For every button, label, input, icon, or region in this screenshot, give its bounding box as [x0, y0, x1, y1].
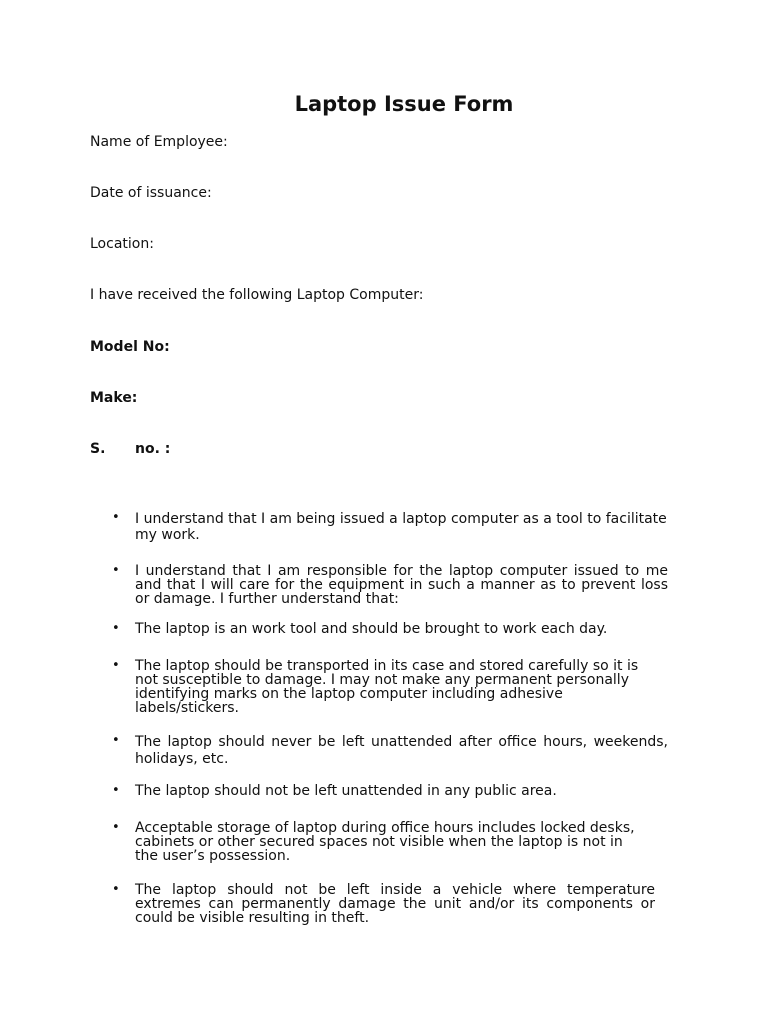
- bullet-icon: •: [112, 621, 120, 636]
- date-of-issuance-label: Date of issuance:: [90, 185, 212, 201]
- bullet-icon: •: [112, 510, 120, 525]
- term-text: Acceptable storage of laptop during office hours includes locked desks, cabinets or other secured spaces not visible when the laptop is not in the user’s possession.: [135, 820, 635, 864]
- serial-suffix: no. :: [135, 441, 171, 457]
- bullet-icon: •: [112, 733, 120, 748]
- form-title: Laptop Issue Form: [294, 92, 514, 116]
- serial-prefix: S.: [90, 441, 106, 457]
- location-label: Location:: [90, 236, 154, 252]
- bullet-icon: •: [112, 783, 120, 798]
- bullet-icon: •: [112, 820, 120, 835]
- bullet-icon: •: [112, 563, 120, 578]
- term-text: The laptop should be transported in its case and stored carefully so it is not susceptible to damage. I may not make any permanent personally identifying marks on the laptop computer including adhesive labels/stickers.: [135, 658, 639, 716]
- bullet-icon: •: [112, 882, 120, 897]
- received-statement: I have received the following Laptop Computer:: [90, 287, 424, 303]
- term-text: The laptop should never be left unattended after office hours, weekends, holidays, etc.: [135, 734, 668, 767]
- term-text: The laptop should not be left inside a vehicle where temperature extremes can permanently damage the unit and/or its components or could be visible resulting in theft.: [135, 882, 655, 926]
- term-text: I understand that I am responsible for the laptop computer issued to me and that I will care for the equipment in such a manner as to prevent loss or damage. I further understand that:: [135, 563, 668, 607]
- term-text: The laptop should not be left unattended in any public area.: [135, 783, 557, 799]
- serial-number-label: [90, 440, 171, 458]
- term-text: The laptop is an work tool and should be brought to work each day.: [135, 621, 608, 637]
- employee-name-label: Name of Employee:: [90, 134, 228, 150]
- model-number-label: Model No:: [90, 339, 170, 355]
- bullet-icon: •: [112, 658, 120, 673]
- term-text: I understand that I am being issued a laptop computer as a tool to facilitate my work.: [135, 511, 667, 543]
- make-label: Make:: [90, 390, 138, 406]
